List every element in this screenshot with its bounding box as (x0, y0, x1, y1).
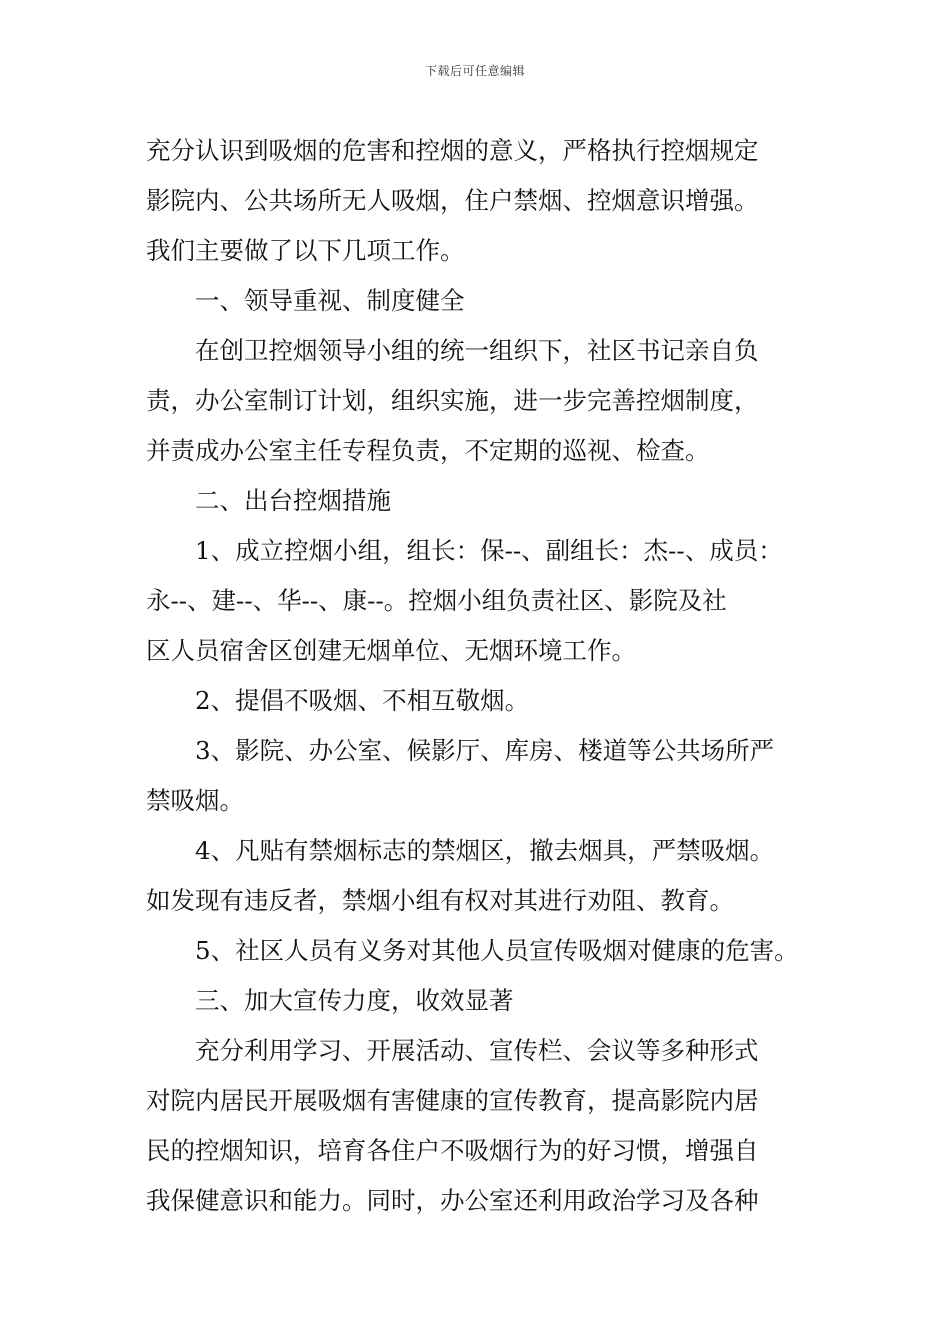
text-line: 禁吸烟。 (146, 786, 244, 815)
text-line: 充分利用学习、开展活动、宣传栏、会议等多种形式 (195, 1036, 759, 1065)
document-body (146, 126, 810, 1226)
text-line: 区人员宿舍区创建无烟单位、无烟环境工作。 (146, 636, 636, 665)
list-item: 1、成立控烟小组，组长：保--、副组长：杰--、成员： (195, 536, 783, 565)
text-line: 如发现有违反者，禁烟小组有权对其进行劝阻、教育。 (146, 886, 734, 915)
text-line: 在创卫控烟领导小组的统一组织下，社区书记亲自负 (195, 336, 759, 365)
text-line: 充分认识到吸烟的危害和控烟的意义，严格执行控烟规定 (146, 136, 759, 165)
list-item: 4、凡贴有禁烟标志的禁烟区，撤去烟具，严禁吸烟。 (195, 836, 775, 865)
list-item: 2、提倡不吸烟、不相互敬烟。 (195, 686, 530, 715)
section-heading: 二、出台控烟措施 (195, 486, 391, 515)
text-line: 并责成办公室主任专程负责，不定期的巡视、检查。 (146, 436, 710, 465)
text-line: 责，办公室制订计划，组织实施，进一步完善控烟制度， (146, 386, 759, 415)
text-line: 民的控烟知识，培育各住户不吸烟行为的好习惯，增强自 (146, 1136, 759, 1165)
text-line: 影院内、公共场所无人吸烟，住户禁烟、控烟意识增强。 (146, 186, 759, 215)
list-item: 5、社区人员有义务对其他人员宣传吸烟对健康的危害。 (195, 936, 799, 965)
text-line: 我保健意识和能力。同时，办公室还利用政治学习及各种 (146, 1186, 759, 1215)
section-heading: 三、加大宣传力度，收效显著 (195, 986, 514, 1015)
section-heading: 一、领导重视、制度健全 (195, 286, 465, 315)
page-header-watermark: 下载后可任意编辑 (424, 64, 525, 78)
text-line: 我们主要做了以下几项工作。 (146, 236, 465, 265)
list-item: 3、影院、办公室、候影厅、库房、楼道等公共场所严 (195, 736, 775, 765)
text-line: 永--、建--、华--、康--。控烟小组负责社区、影院及社 (146, 586, 727, 615)
text-line: 对院内居民开展吸烟有害健康的宣传教育，提高影院内居 (146, 1086, 759, 1115)
